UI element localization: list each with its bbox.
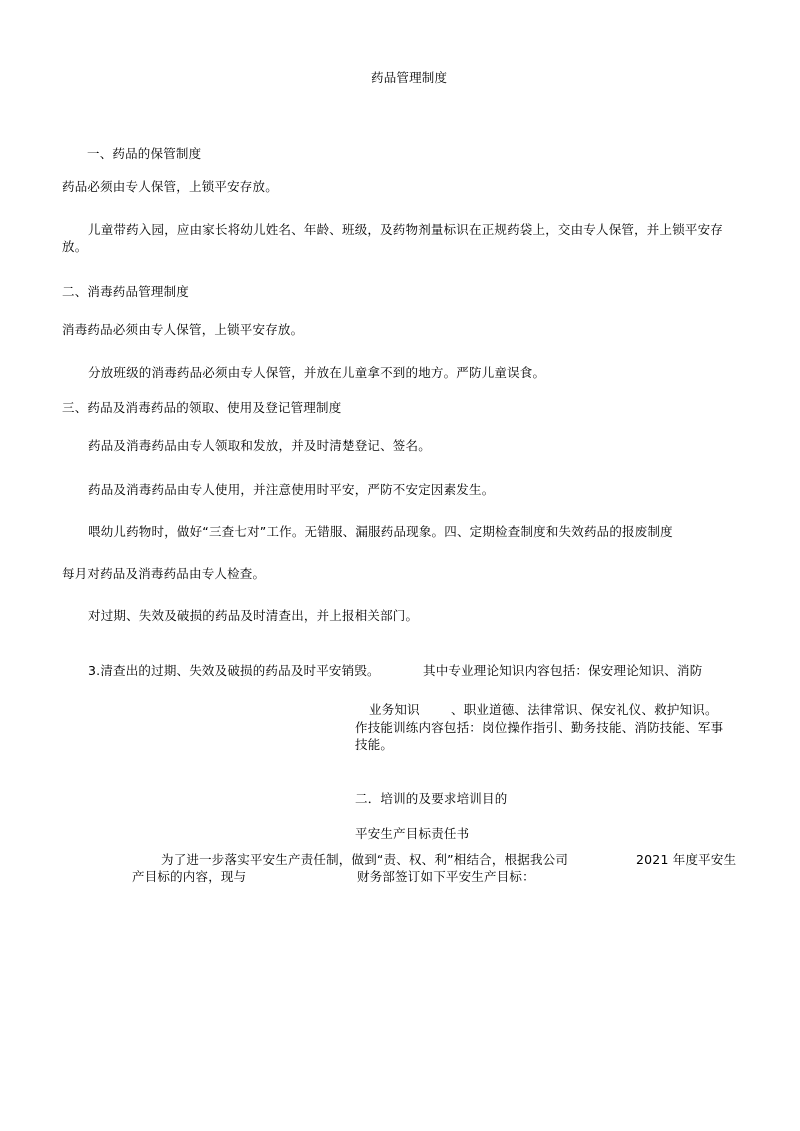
section-1-paragraph-1: 药品必须由专人保管，上锁平安存放。 [62,179,278,194]
responsibility-line-2b: 财务部签订如下平安生产目标： [357,869,535,884]
section-2-paragraph-2: 分放班级的消毒药品必须由专人保管，并放在儿童拿不到的地方。严防儿童误食。 [88,365,546,380]
training-content-line-2b: 、职业道德、法律常识、保安礼仪、救护知识。 [451,702,718,717]
section-3-heading: 三、药品及消毒药品的领取、使用及登记管理制度 [62,400,342,415]
section-2-heading: 二、消毒药品管理制度 [62,284,190,299]
section-4-paragraph-3: 3.清查出的过期、失效及破损的药品及时平安销毁。 [88,663,380,678]
responsibility-year: 2021 年度平安生 [636,852,737,867]
section-3-paragraph-1: 药品及消毒药品由专人领取和发放，并及时清楚登记、签名。 [88,438,431,453]
training-content-line-2a: 业务知识 [369,702,420,717]
training-content-line-3: 作技能训练内容包括：岗位操作指引、勤务技能、消防技能、军事技能。 [355,720,724,752]
training-content-line-1: 其中专业理论知识内容包括：保安理论知识、消防 [423,663,703,678]
section-2-paragraph-1: 消毒药品必须由专人保管，上锁平安存放。 [62,322,304,337]
responsibility-title: 平安生产目标责任书 [355,826,470,841]
section-1-paragraph-2: 儿童带药入园，应由家长将幼儿姓名、年龄、班级，及药物剂量标识在正规药袋上，交由专人保管，并上锁平安存放。 [62,222,724,254]
responsibility-line-2a: 产目标的内容，现与 [132,869,247,884]
training-heading: 二．培训的及要求培训目的 [355,791,508,806]
responsibility-line-1: 为了进一步落实平安生产责任制，做到“责、权、利”相结合，根据我公司 [161,852,569,867]
section-3-paragraph-2: 药品及消毒药品由专人使用，并注意使用时平安，严防不安定因素发生。 [88,482,495,497]
section-3-paragraph-3: 喂幼儿药物时，做好“三查七对”工作。无错服、漏服药品现象。四、定期检查制度和失效药品的报废制度 [88,524,673,539]
section-1-heading: 一、药品的保管制度 [87,146,202,161]
section-4-paragraph-1: 每月对药品及消毒药品由专人检查。 [62,566,266,581]
section-4-paragraph-2: 对过期、失效及破损的药品及时清查出，并上报相关部门。 [88,608,419,623]
document-title: 药品管理制度 [371,70,448,85]
